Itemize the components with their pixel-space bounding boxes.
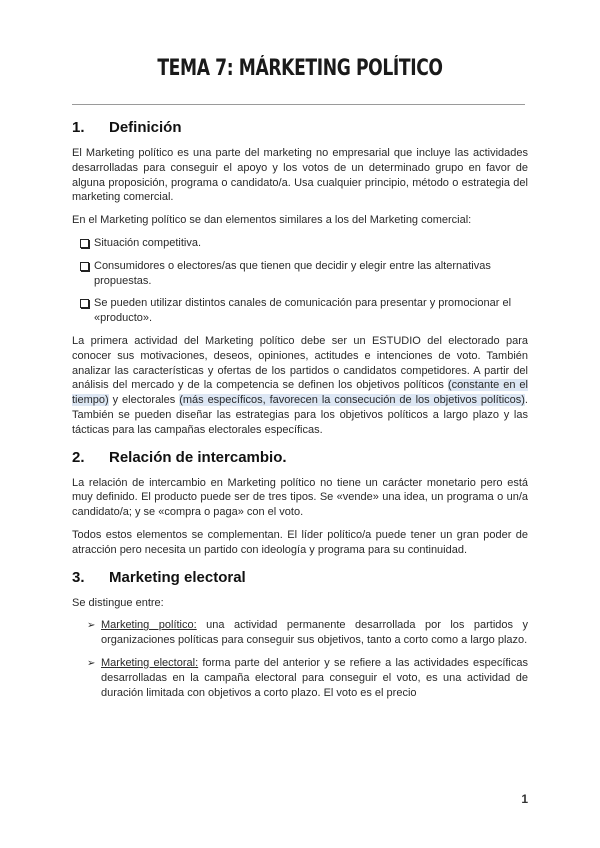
list-item: Se pueden utilizar distintos canales de comunicación para presentar y promocionar el «producto».: [72, 296, 528, 326]
arrow-bullet-icon: ➢: [87, 620, 96, 632]
checklist: [72, 236, 528, 326]
paragraph: Todos estos elementos se complementan. El líder político/a puede tener un gran poder de atracción pero necesita un partido con ideología y programa para su continuidad.: [72, 528, 528, 556]
section-title: Definición: [109, 119, 182, 136]
section-heading-electoral: [72, 568, 528, 588]
highlighted-text: (constante en el tiempo): [72, 379, 528, 407]
section-title: Marketing electoral: [109, 568, 246, 586]
list-item: ➢ Marketing político: una actividad permanente desarrollada por los partidos y organizaciones políticas para conseguir sus objetivos, tanto a corto como a largo plazo.: [87, 619, 528, 647]
section-number: 2.: [72, 448, 85, 466]
section-heading-intercambio: [72, 448, 528, 468]
checkbox-bullet-icon: [80, 299, 89, 308]
arrow-list: [72, 618, 528, 700]
section-number: 3.: [72, 568, 85, 586]
list-item: ➢ Marketing electoral: forma parte del anterior y se refiere a las actividades específicas desarrolladas en la campaña electoral para conseguir el voto, es una actividad de duración limitada con objetivos a corto plazo. El voto es el precio: [87, 656, 528, 699]
term: Marketing político:: [101, 619, 197, 632]
checkbox-bullet-icon: [80, 239, 89, 248]
highlighted-text: (más específicos, favorecen la consecución de los objetivos políticos): [179, 394, 525, 407]
list-item: Consumidores o electores/as que tienen que decidir y elegir entre las alternativas propuestas.: [72, 259, 528, 289]
paragraph: En el Marketing político se dan elementos similares a los del Marketing comercial:: [72, 214, 472, 227]
term: Marketing electoral:: [101, 656, 199, 669]
section-title: Relación de intercambio.: [109, 448, 287, 466]
paragraph: El Marketing político es una parte del marketing no empresarial que incluye las actividades desarrolladas para conseguir el apoyo y los votos de un determinado grupo en favor de alguna proposición, programa o candidato/a. Usa cualquier principio, método o estrategia del marketing comercial.: [72, 147, 528, 204]
paragraph: La primera actividad del Marketing político debe ser un ESTUDIO del electorado para conocer sus motivaciones, deseos, opiniones, actitudes e intenciones de voto. También analizar las características y ofertas de los partidos o candidatos competidores. A partir del análisis del mercado y de la competencia se definen los objetivos políticos (constante en el tiempo) y electorales (más específicos, favorecen la consecución de los objetivos políticos). También se pueden diseñar las estrategias para los objetivos políticos a largo plazo y las tácticas para las campañas electorales específicas.: [72, 334, 528, 436]
section-heading-definicion: [72, 118, 528, 138]
section-number: 1.: [72, 119, 85, 136]
paragraph: La relación de intercambio en Marketing político no tiene un carácter monetario pero está muy definido. El producto puede ser de tres tipos. Se «vende» una idea, un programa o un/a candidato/a; y se «compra o paga» con el voto.: [72, 476, 528, 519]
document-body: [72, 118, 528, 700]
paragraph: Se distingue entre:: [72, 596, 164, 609]
document-title: TEMA 7: MÁRKETING POLÍTICO: [157, 56, 443, 81]
list-item: Situación competitiva.: [72, 236, 528, 251]
title-divider: [72, 104, 525, 105]
page-number: 1: [521, 792, 528, 806]
arrow-bullet-icon: ➢: [87, 657, 96, 669]
checkbox-bullet-icon: [80, 262, 89, 271]
